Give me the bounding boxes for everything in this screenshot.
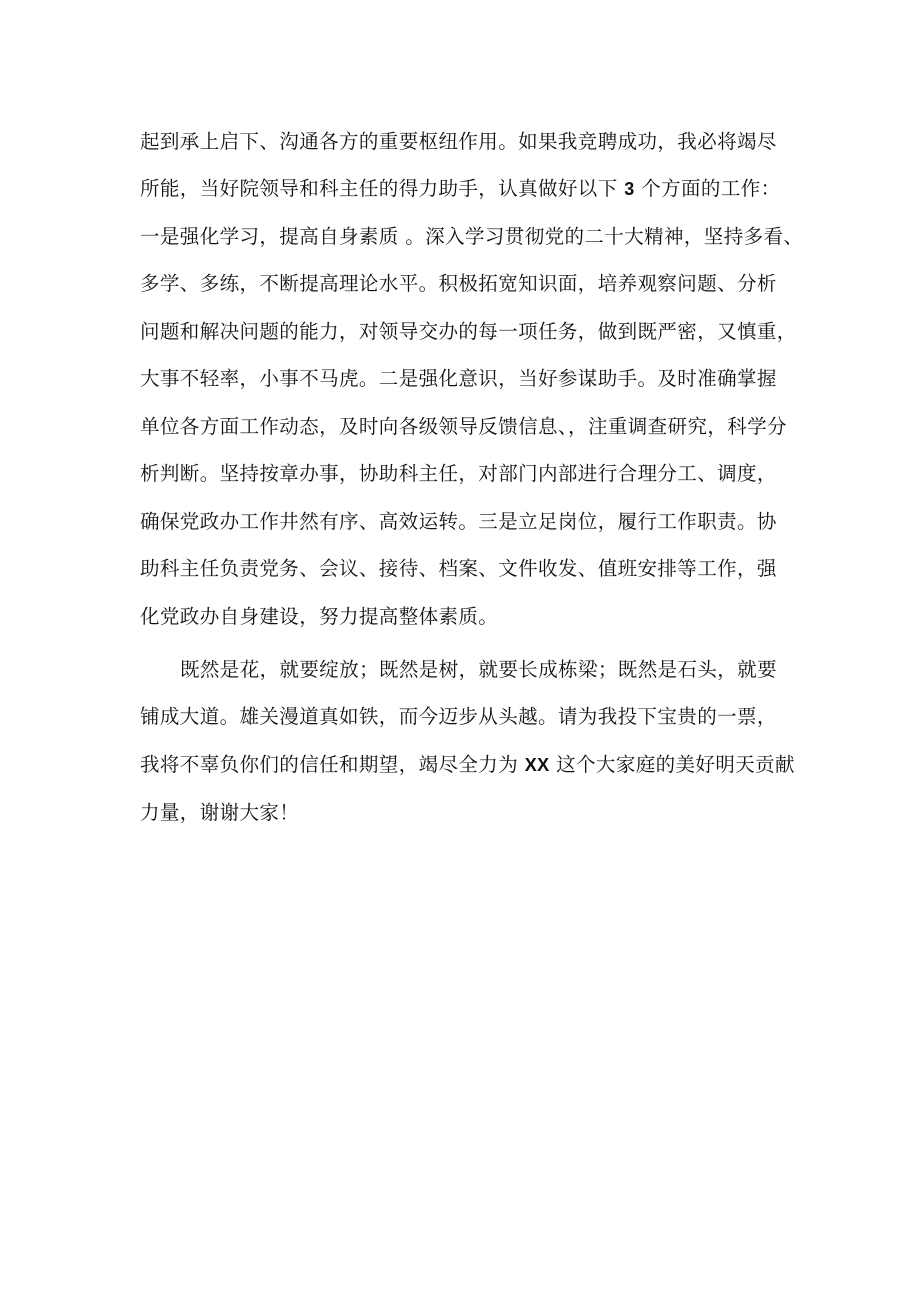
paragraph-1-line-6: 大事不轻率，小事不马虎。二是强化意识，当好参谋助手。及时准确掌握 [140, 367, 777, 390]
paragraph-1-line-5: 问题和解决问题的能力，对领导交办的每一项任务，做到既严密，又慎重， [140, 320, 797, 343]
paragraph-2-line-2: 铺成大道。雄关漫道真如铁，而今迈步从头越。请为我投下宝贵的一票， [140, 705, 777, 728]
paragraph-2-line-3 [140, 747, 795, 783]
paragraph-1-line-11: 化党政办自身建设，努力提高整体素质。 [140, 605, 499, 628]
text-run: 所能，当好院领导和科主任的得力助手，认真做好以下 [140, 177, 625, 200]
text-run: 这个大家庭的美好明天贡献 [549, 753, 795, 776]
paragraph-1-line-7: 单位各方面工作动态，及时向各级领导反馈信息、，注重调查研究，科学分 [140, 415, 787, 438]
paragraph-2-line-4: 力量，谢谢大家！ [140, 801, 300, 824]
paragraph-1-line-1: 起到承上启下、沟通各方的重要枢纽作用。如果我竞聘成功，我必将竭尽 [140, 130, 777, 153]
paragraph-1-line-9: 确保党政办工作井然有序、高效运转。三是立足岗位，履行工作职责。协 [140, 510, 777, 533]
placeholder-xx: XX [524, 755, 550, 775]
paragraph-1-line-4: 多学、多练，不断提高理论水平。积极拓宽知识面，培养观察问题、分析 [140, 272, 777, 295]
paragraph-1-line-2 [140, 171, 781, 207]
text-run: 我将不辜负你们的信任和期望，竭尽全力为 [140, 753, 525, 776]
paragraph-1-line-10: 助科主任负责党务、会议、接待、档案、文件收发、值班安排等工作，强 [140, 557, 777, 580]
paragraph-1-line-8: 析判断。坚持按章办事，协助科主任，对部门内部进行合理分工、调度， [140, 462, 777, 485]
text-run: 个方面的工作： [634, 177, 781, 200]
paragraph-2-line-1: 既然是花，就要绽放；既然是树，就要长成栋梁；既然是石头，就要 [180, 658, 778, 681]
paragraph-1-line-3: 一是强化学习，提高自身素质 。深入学习贯彻党的二十大精神，坚持多看、 [140, 225, 804, 248]
number-three: 3 [624, 179, 635, 199]
